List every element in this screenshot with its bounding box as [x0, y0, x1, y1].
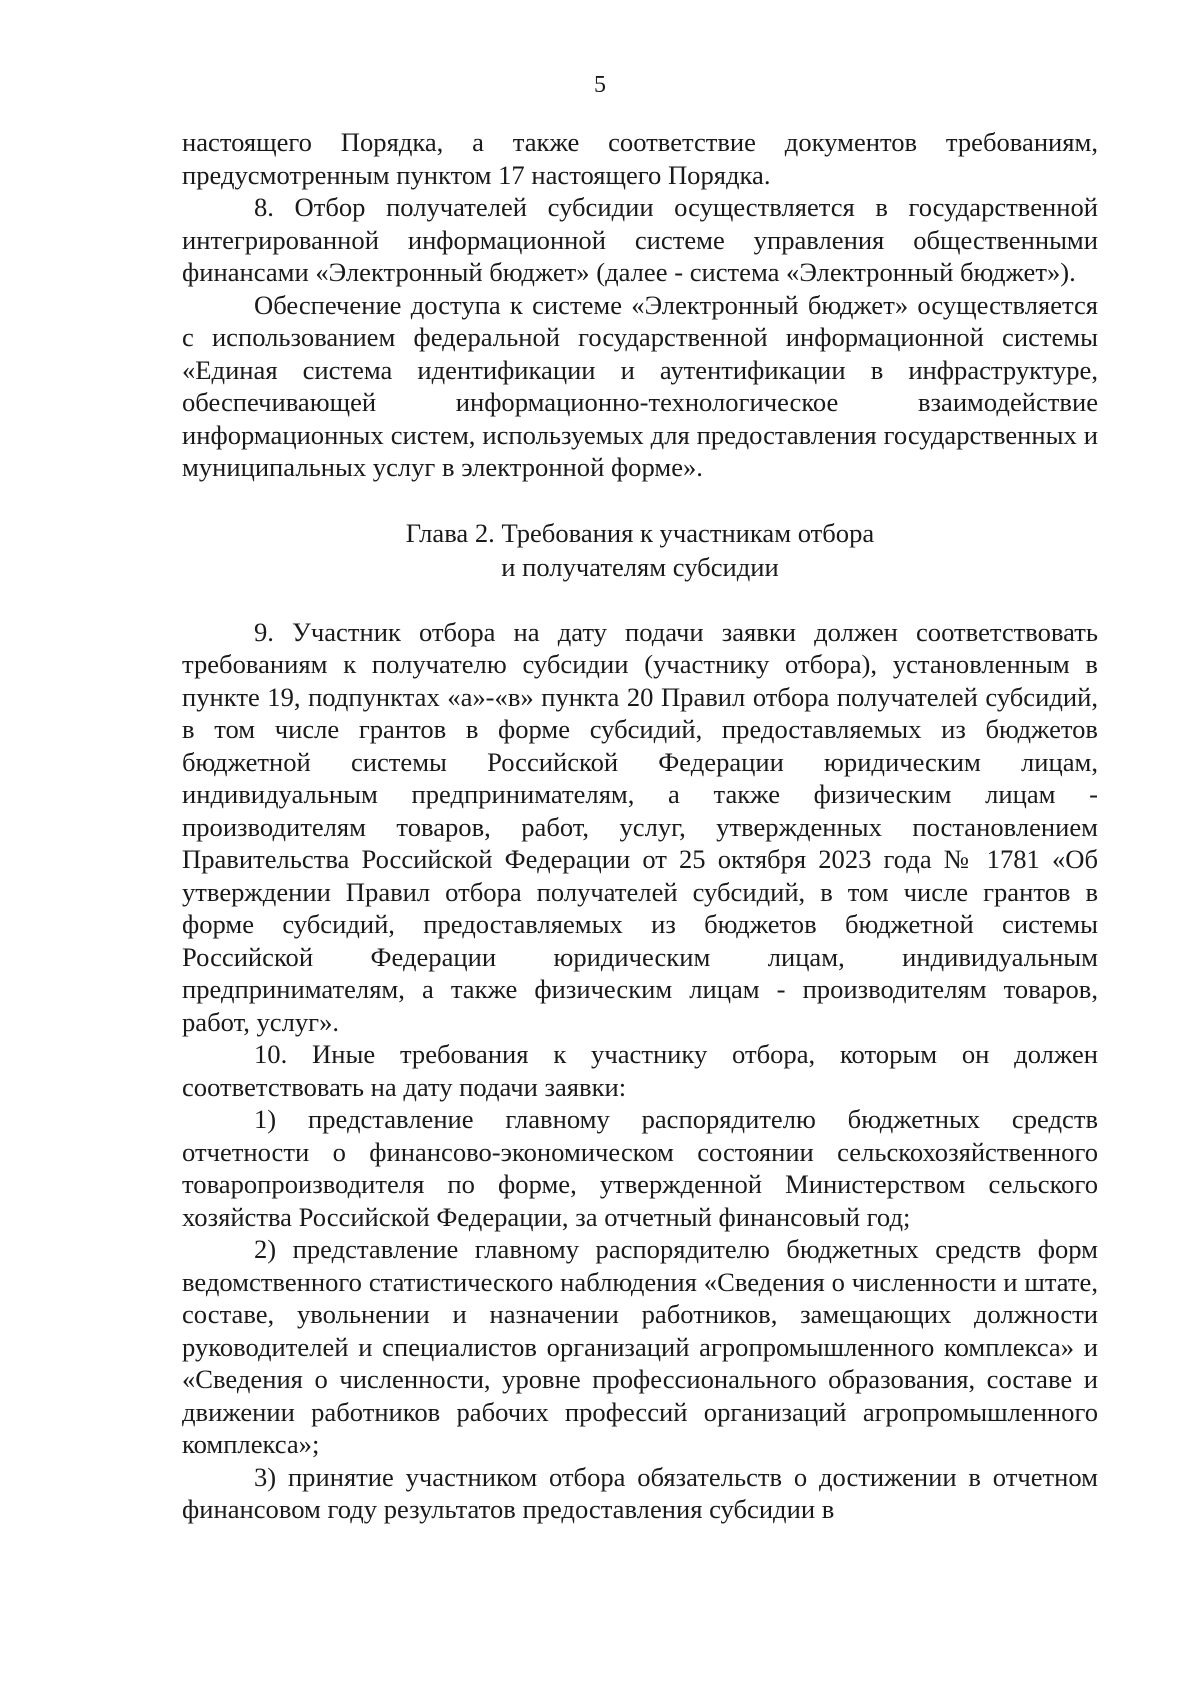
list-item: 2) представление главному распорядителю бюджетных средств форм ведомственного статистического наблюдения «Сведения о численности и штате, составе, увольнении и назначении работников, замещающих должности руководителей и специалистов организаций агропромышленного комплекса» и «Сведения о численности, уровне профессионального образования, составе и движении работников рабочих профессий организаций агропромышленного комплекса»; [182, 1234, 1098, 1459]
paragraph: 10. Иные требования к участнику отбора, которым он должен соответствовать на дату подачи заявки: [182, 1039, 1098, 1102]
list-item: 1) представление главному распорядителю бюджетных средств отчетности о финансово-экономическом состоянии сельскохозяйственного товаропроизводителя по форме, утвержденной Министерством сельского хозяйства Российской Федерации, за отчетный финансовый год; [182, 1104, 1098, 1232]
list-item: 3) принятие участником отбора обязательств о достижении в отчетном финансовом году результатов предоставления субсидии в [182, 1461, 1098, 1524]
paragraph: 8. Отбор получателей субсидии осуществляется в государственной интегрированной информационной системе управления общественными финансами «Электронный бюджет» (далее - система «Электронный бюджет»). [182, 192, 1098, 287]
page-number: 5 [594, 72, 606, 98]
chapter-heading [182, 516, 1098, 584]
paragraph: настоящего Порядка, а также соответствие документов требованиям, предусмотренным пунктом 17 настоящего Порядка. [182, 127, 1098, 190]
chapter-heading-line: Глава 2. Требования к участникам отбора [405, 517, 875, 548]
paragraph: 9. Участник отбора на дату подачи заявки должен соответствовать требованиям к получателю субсидии (участнику отбора), установленным в пункте 19, подпунктах «а»-«в» пункта 20 Правил отбора получателей субсидий, в том числе грантов в форме субсидий, предоставляемых из бюджетов бюджетной системы Российской Федерации юридическим лицам, индивидуальным предпринимателям, а также физическим лицам - производителям товаров, работ, услуг, утвержденных постановлением Правительства Российской Федерации от 25 октября 2023 года № 1781 «Об утверждении Правил отбора получателей субсидий, в том числе грантов в форме субсидий, предоставляемых из бюджетов бюджетной системы Российской Федерации юридическим лицам, индивидуальным предпринимателям, а также физическим лицам - производителям товаров, работ, услуг». [182, 616, 1098, 1037]
chapter-heading-line: и получателям субсидии [501, 551, 779, 582]
document-body [182, 126, 1098, 1526]
paragraph: Обеспечение доступа к системе «Электронный бюджет» осуществляется с использованием федеральной государственной информационной системы «Единая система идентификации и аутентификации в инфраструктуре, обеспечивающей информационно-технологическое взаимодействие информационных систем, используемых для предоставления государственных и муниципальных услуг в электронной форме». [182, 289, 1098, 482]
